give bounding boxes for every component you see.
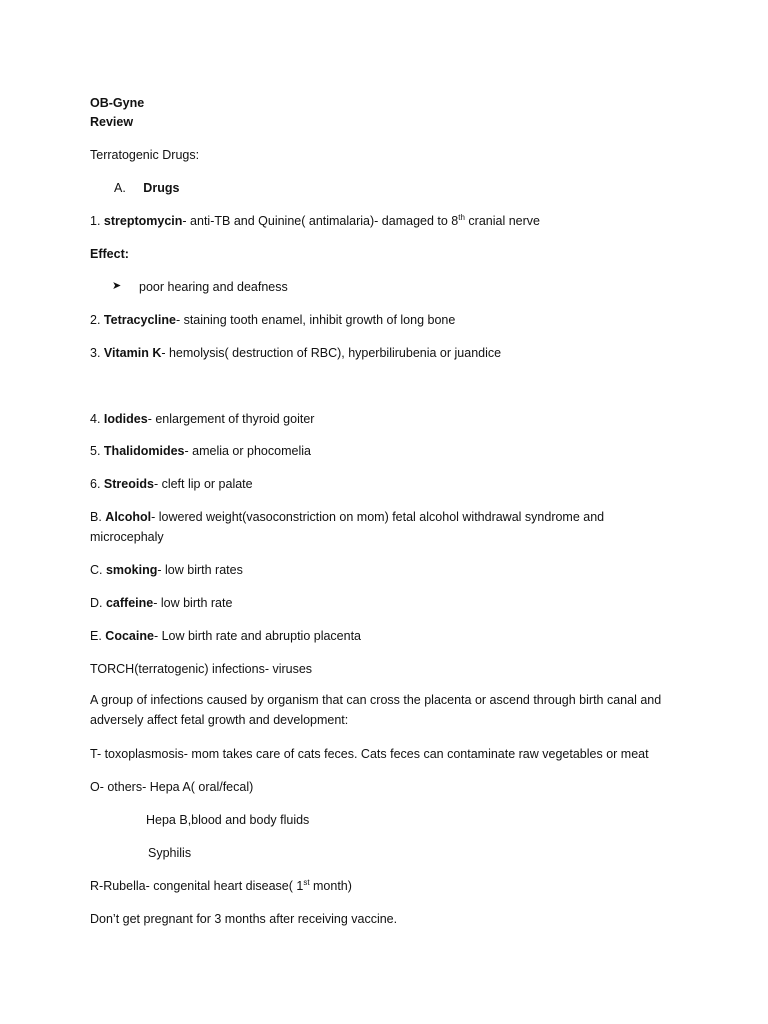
item-b: [90, 507, 680, 547]
item-c-term: smoking: [105, 563, 158, 577]
item-e-term: Cocaine: [105, 629, 154, 643]
item-e-text: - Low birth rate and abruptio placenta: [153, 629, 362, 643]
torch-o-sub-2: Syphilis: [148, 846, 192, 860]
section-a-marker: A.: [114, 181, 126, 195]
item-3: [90, 345, 501, 361]
item-6-text: - cleft lip or palate: [153, 477, 253, 491]
item-1-term: streptomycin: [103, 214, 183, 228]
item-e: [90, 628, 361, 644]
torch-r-sup: st: [303, 877, 310, 887]
item-d-number: D.: [90, 596, 103, 610]
title-line-2: Review: [90, 115, 134, 129]
doc-subtitle: [90, 114, 133, 130]
torch-r-tail: month): [309, 879, 352, 893]
item-1-sup: th: [458, 212, 465, 222]
item-4-term: Iodides: [103, 412, 148, 426]
section-a-label: Drugs: [143, 181, 180, 195]
bullet-1: poor hearing and deafness: [139, 280, 288, 294]
torch-o-line: O- others- Hepa A( oral/fecal): [90, 780, 254, 794]
item-1-number: 1.: [90, 214, 101, 228]
arrow-bullet-icon: ➤: [112, 280, 122, 292]
title-line-1: OB-Gyne: [90, 96, 145, 110]
item-d: [90, 595, 232, 611]
item-5-text: - amelia or phocomelia: [184, 444, 311, 458]
section-a: [114, 180, 179, 196]
torch-o-sub-1: Hepa B,blood and body fluids: [146, 813, 310, 827]
item-2: [90, 312, 455, 328]
item-1-tail: cranial nerve: [464, 214, 540, 228]
item-4-number: 4.: [90, 412, 101, 426]
item-1-text: - anti-TB and Quinine( antimalaria)- damaged to 8: [182, 214, 459, 228]
torch-t-line: T- toxoplasmosis- mom takes care of cats feces. Cats feces can contaminate raw vegetables or meat: [90, 747, 649, 761]
section-heading: Terratogenic Drugs:: [90, 148, 200, 162]
item-3-text: - hemolysis( destruction of RBC), hyperbilirubenia or juandice: [161, 346, 502, 360]
item-2-term: Tetracycline: [103, 313, 176, 327]
item-3-number: 3.: [90, 346, 101, 360]
last-line: Don’t get pregnant for 3 months after receiving vaccine.: [90, 912, 398, 926]
item-5-term: Thalidomides: [103, 444, 185, 458]
item-5-number: 5.: [90, 444, 101, 458]
torch-heading: TORCH(terratogenic) infections- viruses: [90, 662, 313, 676]
item-c: [90, 562, 243, 578]
item-6-term: Streoids: [103, 477, 154, 491]
item-c-number: C.: [90, 563, 103, 577]
torch-r-text: R-Rubella- congenital heart disease( 1: [90, 879, 304, 893]
item-b-term: Alcohol: [105, 510, 152, 524]
item-b-number: B.: [90, 510, 102, 524]
item-d-term: caffeine: [105, 596, 154, 610]
item-3-term: Vitamin K: [103, 346, 162, 360]
item-5: [90, 443, 311, 459]
torch-definition: A group of infections caused by organism that can cross the placenta or ascend through birth canal and adversely affect fetal growth and development:: [90, 693, 662, 727]
item-c-text: - low birth rates: [157, 563, 243, 577]
item-e-number: E.: [90, 629, 102, 643]
item-1: [90, 213, 540, 229]
torch-r-line: [90, 878, 352, 894]
effect-label: [90, 246, 129, 262]
item-6-number: 6.: [90, 477, 101, 491]
doc-title: [90, 95, 144, 111]
item-6: [90, 476, 253, 492]
item-d-text: - low birth rate: [153, 596, 233, 610]
item-4: [90, 411, 314, 427]
item-2-text: - staining tooth enamel, inhibit growth of long bone: [175, 313, 456, 327]
item-4-text: - enlargement of thyroid goiter: [147, 412, 315, 426]
item-b-text: - lowered weight(vasoconstriction on mom) fetal alcohol withdrawal syndrome and microcephaly: [90, 510, 605, 544]
item-2-number: 2.: [90, 313, 101, 327]
effect-label-text: Effect:: [90, 247, 129, 261]
